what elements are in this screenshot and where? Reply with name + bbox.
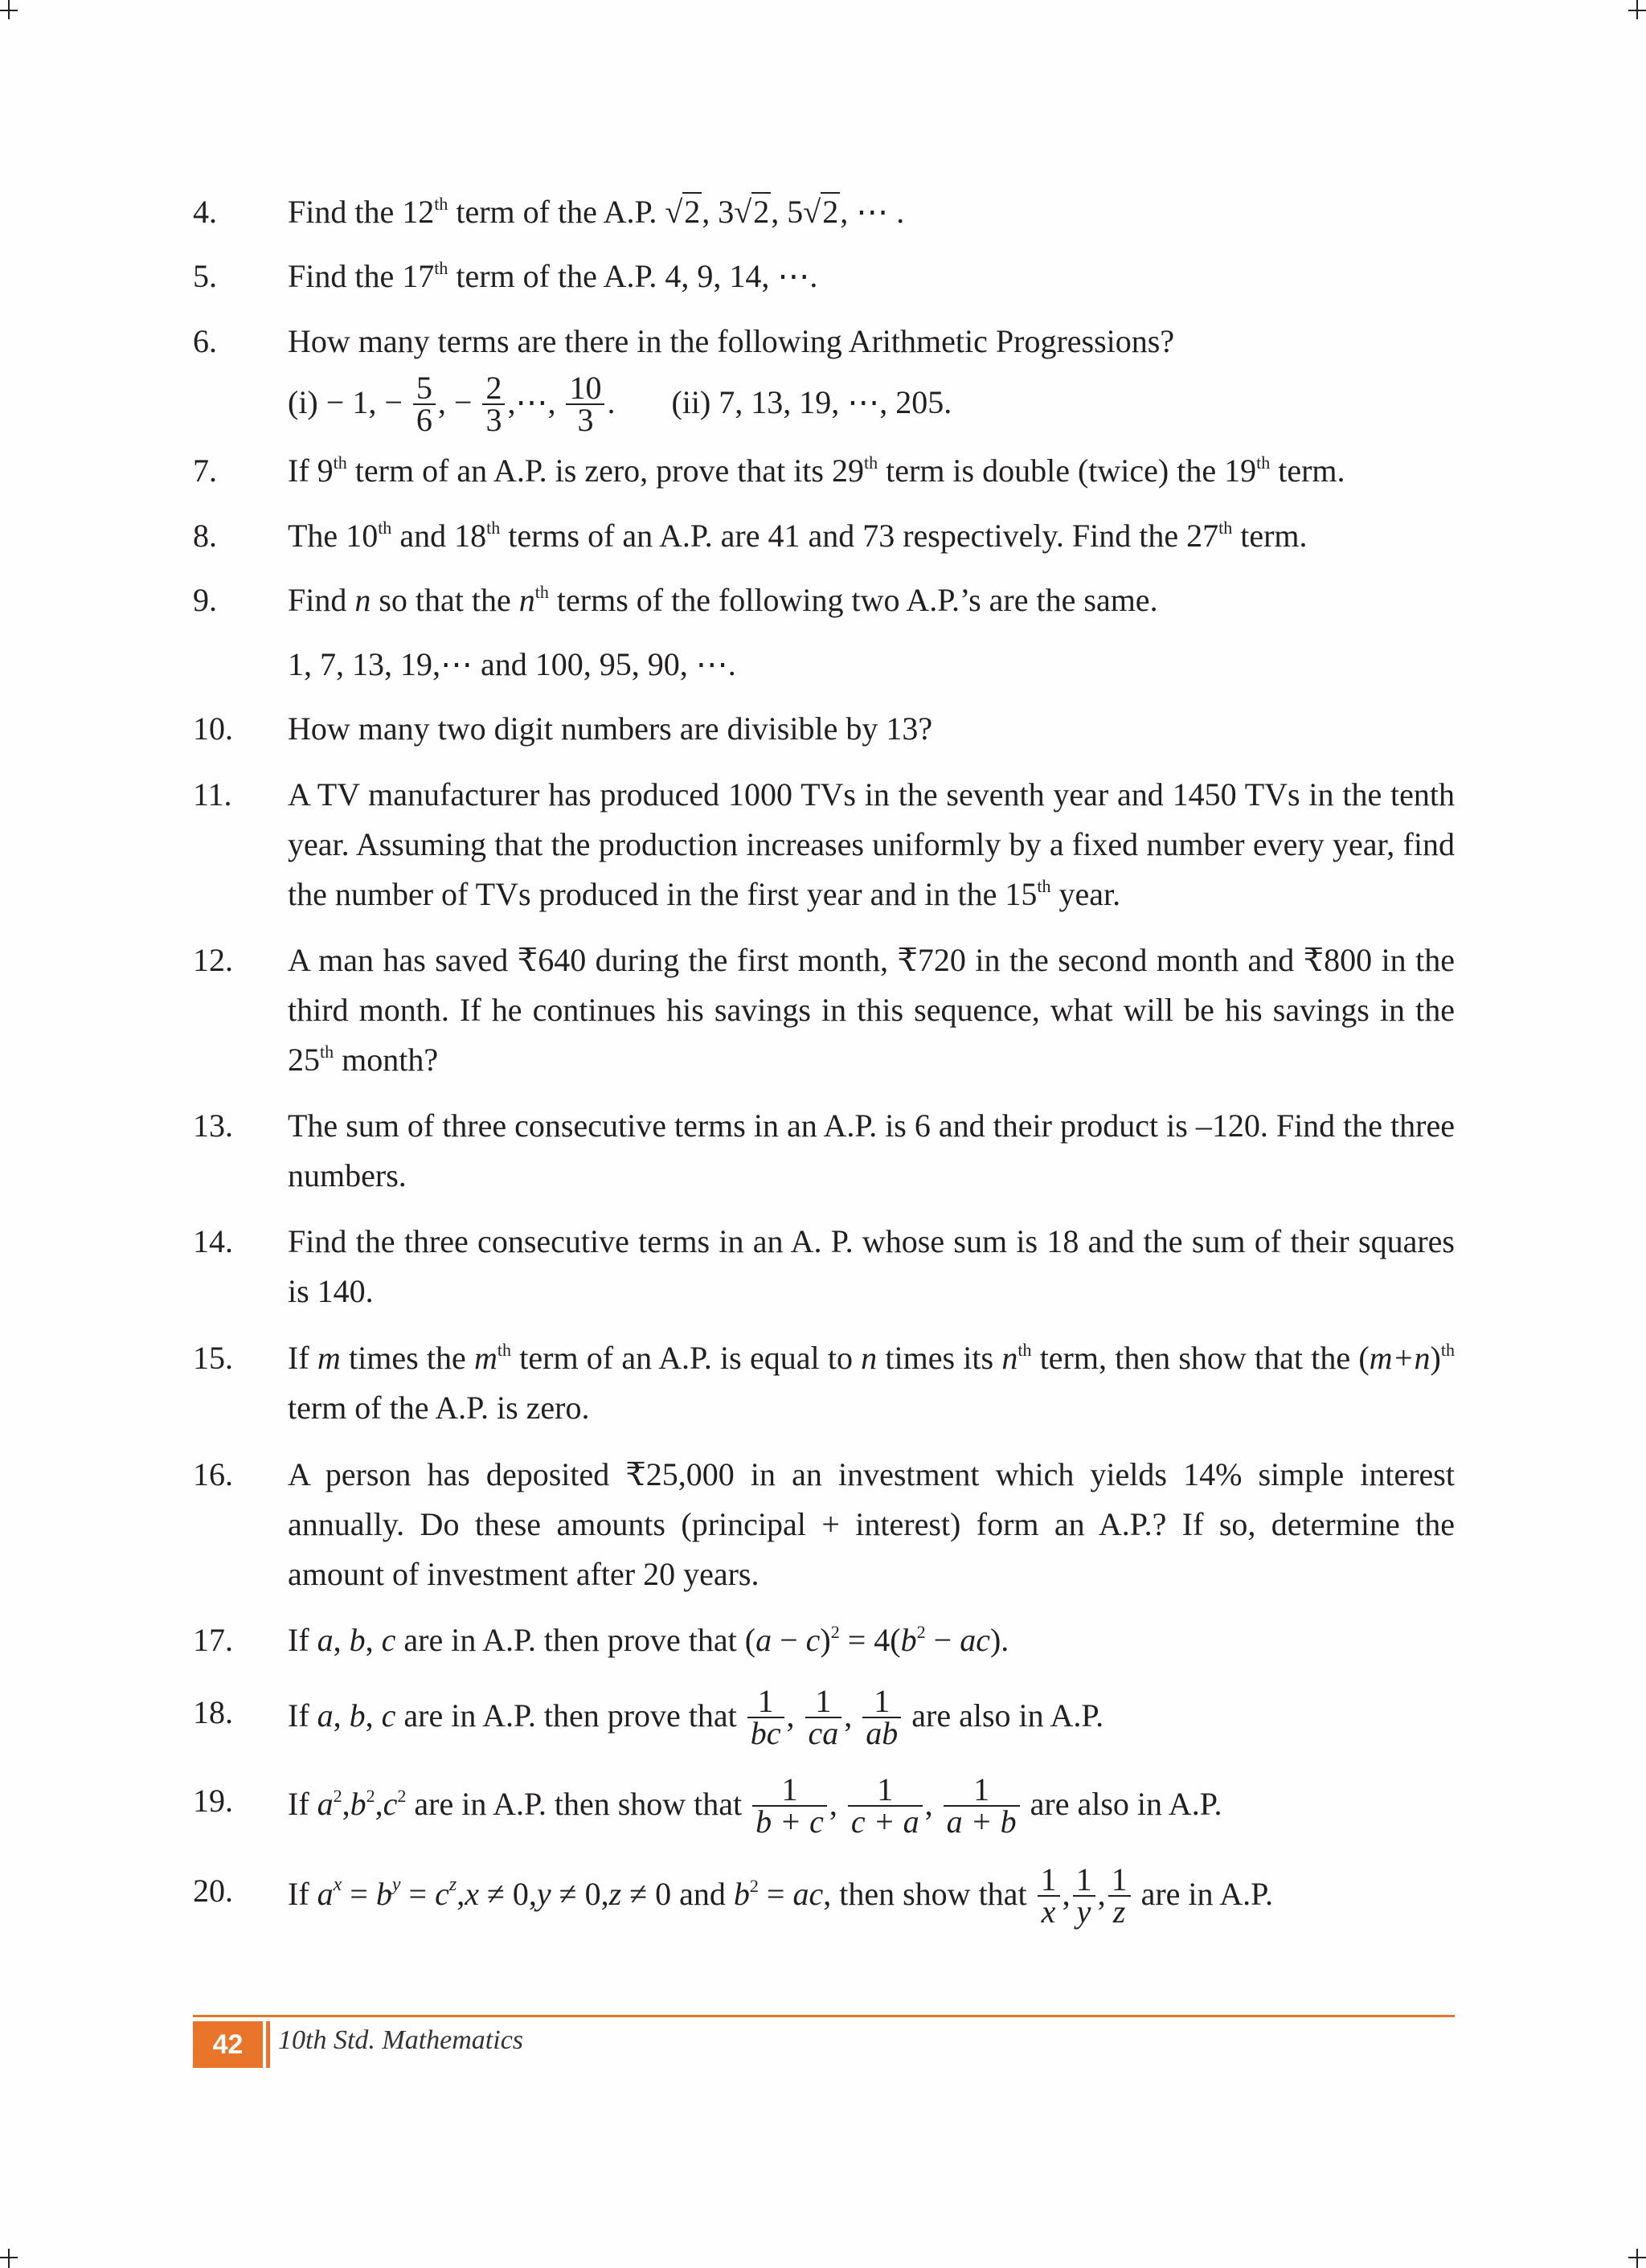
question-8 [193, 511, 1455, 561]
question-19 [193, 1771, 1455, 1840]
question-text: If $a^x = b^y = c^z,x \ne 0,y \ne 0,z \ne 0$ and $b^2$ = ac, then show that $\frac{1}{x}$ , $\frac{1}{y}$ , $\frac{1}{z}$ are in A.P. [288, 1861, 1273, 1930]
crop-mark-bl-v [8, 2249, 10, 2268]
question-number: 13. [193, 1107, 233, 1144]
question-number: 15. [193, 1340, 233, 1376]
fraction: $\frac{1}{b + c}$ [752, 1775, 827, 1837]
question-13 [193, 1101, 1455, 1201]
question-text: Find n so that the $n^{th}$ terms of the following two A.P.’s are the same. 1, 7, 13, 19,⋯ and 100, 95, 90, ⋯. [288, 582, 1158, 682]
footer-rule [193, 2015, 1455, 2017]
question-15 [193, 1333, 1455, 1433]
fraction: $\frac{5}{6}$ [413, 373, 436, 436]
sqrt-term: √2 [803, 194, 839, 230]
question-text: Find the three consecutive terms in an A. P. whose sum is 18 and the sum of their squares is 140. [288, 1223, 1455, 1309]
question-20 [193, 1861, 1455, 1930]
fraction: $\frac{1}{z}$ [1108, 1865, 1131, 1927]
question-text: A person has deposited ₹25,000 in an investment which yields 14% simple interest annually. Do these amounts (principal + interest) form an A.P.? If so, determine the amount of investment after 20 years. [288, 1456, 1455, 1592]
question-16 [193, 1450, 1455, 1599]
fraction: $\frac{1}{a + b}$ [944, 1775, 1020, 1837]
question-number: 9. [193, 582, 217, 618]
question-text: If 9th term of an A.P. is zero, prove that its 29th term is double (twice) the 19th term. [288, 452, 1345, 489]
fraction: $\frac{1}{y}$ [1073, 1865, 1095, 1927]
question-number: 7. [193, 452, 217, 489]
question-text: The sum of three consecutive terms in an A.P. is 6 and their product is –120. Find the three numbers. [288, 1107, 1455, 1193]
fraction: $\frac{1}{x}$ [1038, 1865, 1060, 1927]
question-6 [193, 317, 1455, 437]
question-11 [193, 770, 1455, 919]
question-number: 11. [193, 776, 232, 813]
page-number: 42 [193, 2021, 263, 2068]
question-18 [193, 1683, 1455, 1751]
question-6-parts: (i) − 1, − $\frac{5}{6}$ , − $\frac{2}{3}$ ,⋯, $\frac{10}{3}$ . (ii) 7, 13, 19, ⋯, 205. [288, 370, 952, 438]
question-text: A TV manufacturer has produced 1000 TVs in the seventh year and 1450 TVs in the tenth year. Assuming that the production increases uniformly by a fixed number every year, find the number of TVs produced in the first year and in the 15th year. [288, 776, 1455, 912]
question-9 [193, 575, 1455, 690]
question-text: How many two digit numbers are divisible by 13? [288, 710, 933, 747]
fraction: $\frac{1}{bc}$ [747, 1686, 784, 1749]
question-10 [193, 704, 1455, 754]
crop-mark-tr-v [1636, 0, 1638, 19]
question-number: 8. [193, 518, 217, 554]
crop-mark-tl-v [8, 0, 10, 19]
question-7 [193, 446, 1455, 496]
question-number: 10. [193, 710, 233, 747]
question-text: A man has saved ₹640 during the first month, ₹720 in the second month and ₹800 in the third month. If he continues his savings in this sequence, what will be his savings in the 25th month? [288, 942, 1455, 1078]
question-text: If m times the $m^{th}$ term of an A.P. is equal to n times its $n^{th}$ term, then show that the $(m+n)^{th}$ term of the A.P. is zero. [288, 1340, 1455, 1426]
question-14 [193, 1217, 1455, 1316]
fraction: $\frac{1}{c + a}$ [848, 1775, 923, 1837]
question-number: 18. [193, 1694, 233, 1730]
fraction: $\frac{2}{3}$ [482, 373, 505, 436]
sqrt-term: √2 [734, 194, 770, 230]
question-number: 14. [193, 1223, 233, 1259]
footer-title: 10th Std. Mathematics [278, 2025, 524, 2055]
question-5 [193, 252, 1455, 301]
fraction: $\frac{1}{ca}$ [805, 1686, 842, 1749]
sqrt-term: √2 [665, 194, 701, 230]
question-number: 20. [193, 1873, 233, 1909]
question-text: If a, b, c are in A.P. then prove that $\frac{1}{bc}$ , $\frac{1}{ca}$ , $\frac{1}{ab}$ are also in A.P. [288, 1683, 1104, 1751]
fraction: $\frac{1}{ab}$ [862, 1686, 901, 1749]
question-text: If $a^2,b^2,c^2$ are in A.P. then show that $\frac{1}{b + c}$ , $\frac{1}{c + a}$ , $\frac{1}{a + b}$ are also in A.P. [288, 1771, 1222, 1840]
question-number: 4. [193, 194, 217, 230]
question-number: 17. [193, 1622, 233, 1658]
question-number: 19. [193, 1783, 233, 1819]
question-number: 6. [193, 323, 217, 359]
footer-divider [266, 2021, 270, 2068]
question-text: The 10th and 18th terms of an A.P. are 41 and 73 respectively. Find the 27th term. [288, 518, 1308, 554]
question-text: Find the 12th term of the A.P. √2, 3√2, 5√2, ⋯ . [288, 187, 1455, 237]
question-text: How many terms are there in the following Arithmetic Progressions? (i) − 1, − $\frac{5}{6}$ , − $\frac{2}{3}$ ,⋯, $\frac{10}{3}$ . (ii) 7, 13, 19, ⋯, 205. [288, 317, 1455, 437]
question-number: 16. [193, 1456, 233, 1492]
question-number: 5. [193, 258, 217, 294]
question-4 [193, 187, 1455, 237]
question-text: Find the 17th term of the A.P. 4, 9, 14, ⋯. [288, 258, 818, 294]
question-12 [193, 935, 1455, 1085]
question-text: If a, b, c are in A.P. then prove that $(a - c)^2 = 4(b^2 - ac)$. [288, 1622, 1009, 1658]
question-17 [193, 1615, 1455, 1665]
fraction: $\frac{10}{3}$ [566, 373, 604, 436]
crop-mark-br-v [1636, 2249, 1638, 2268]
question-number: 12. [193, 942, 233, 978]
